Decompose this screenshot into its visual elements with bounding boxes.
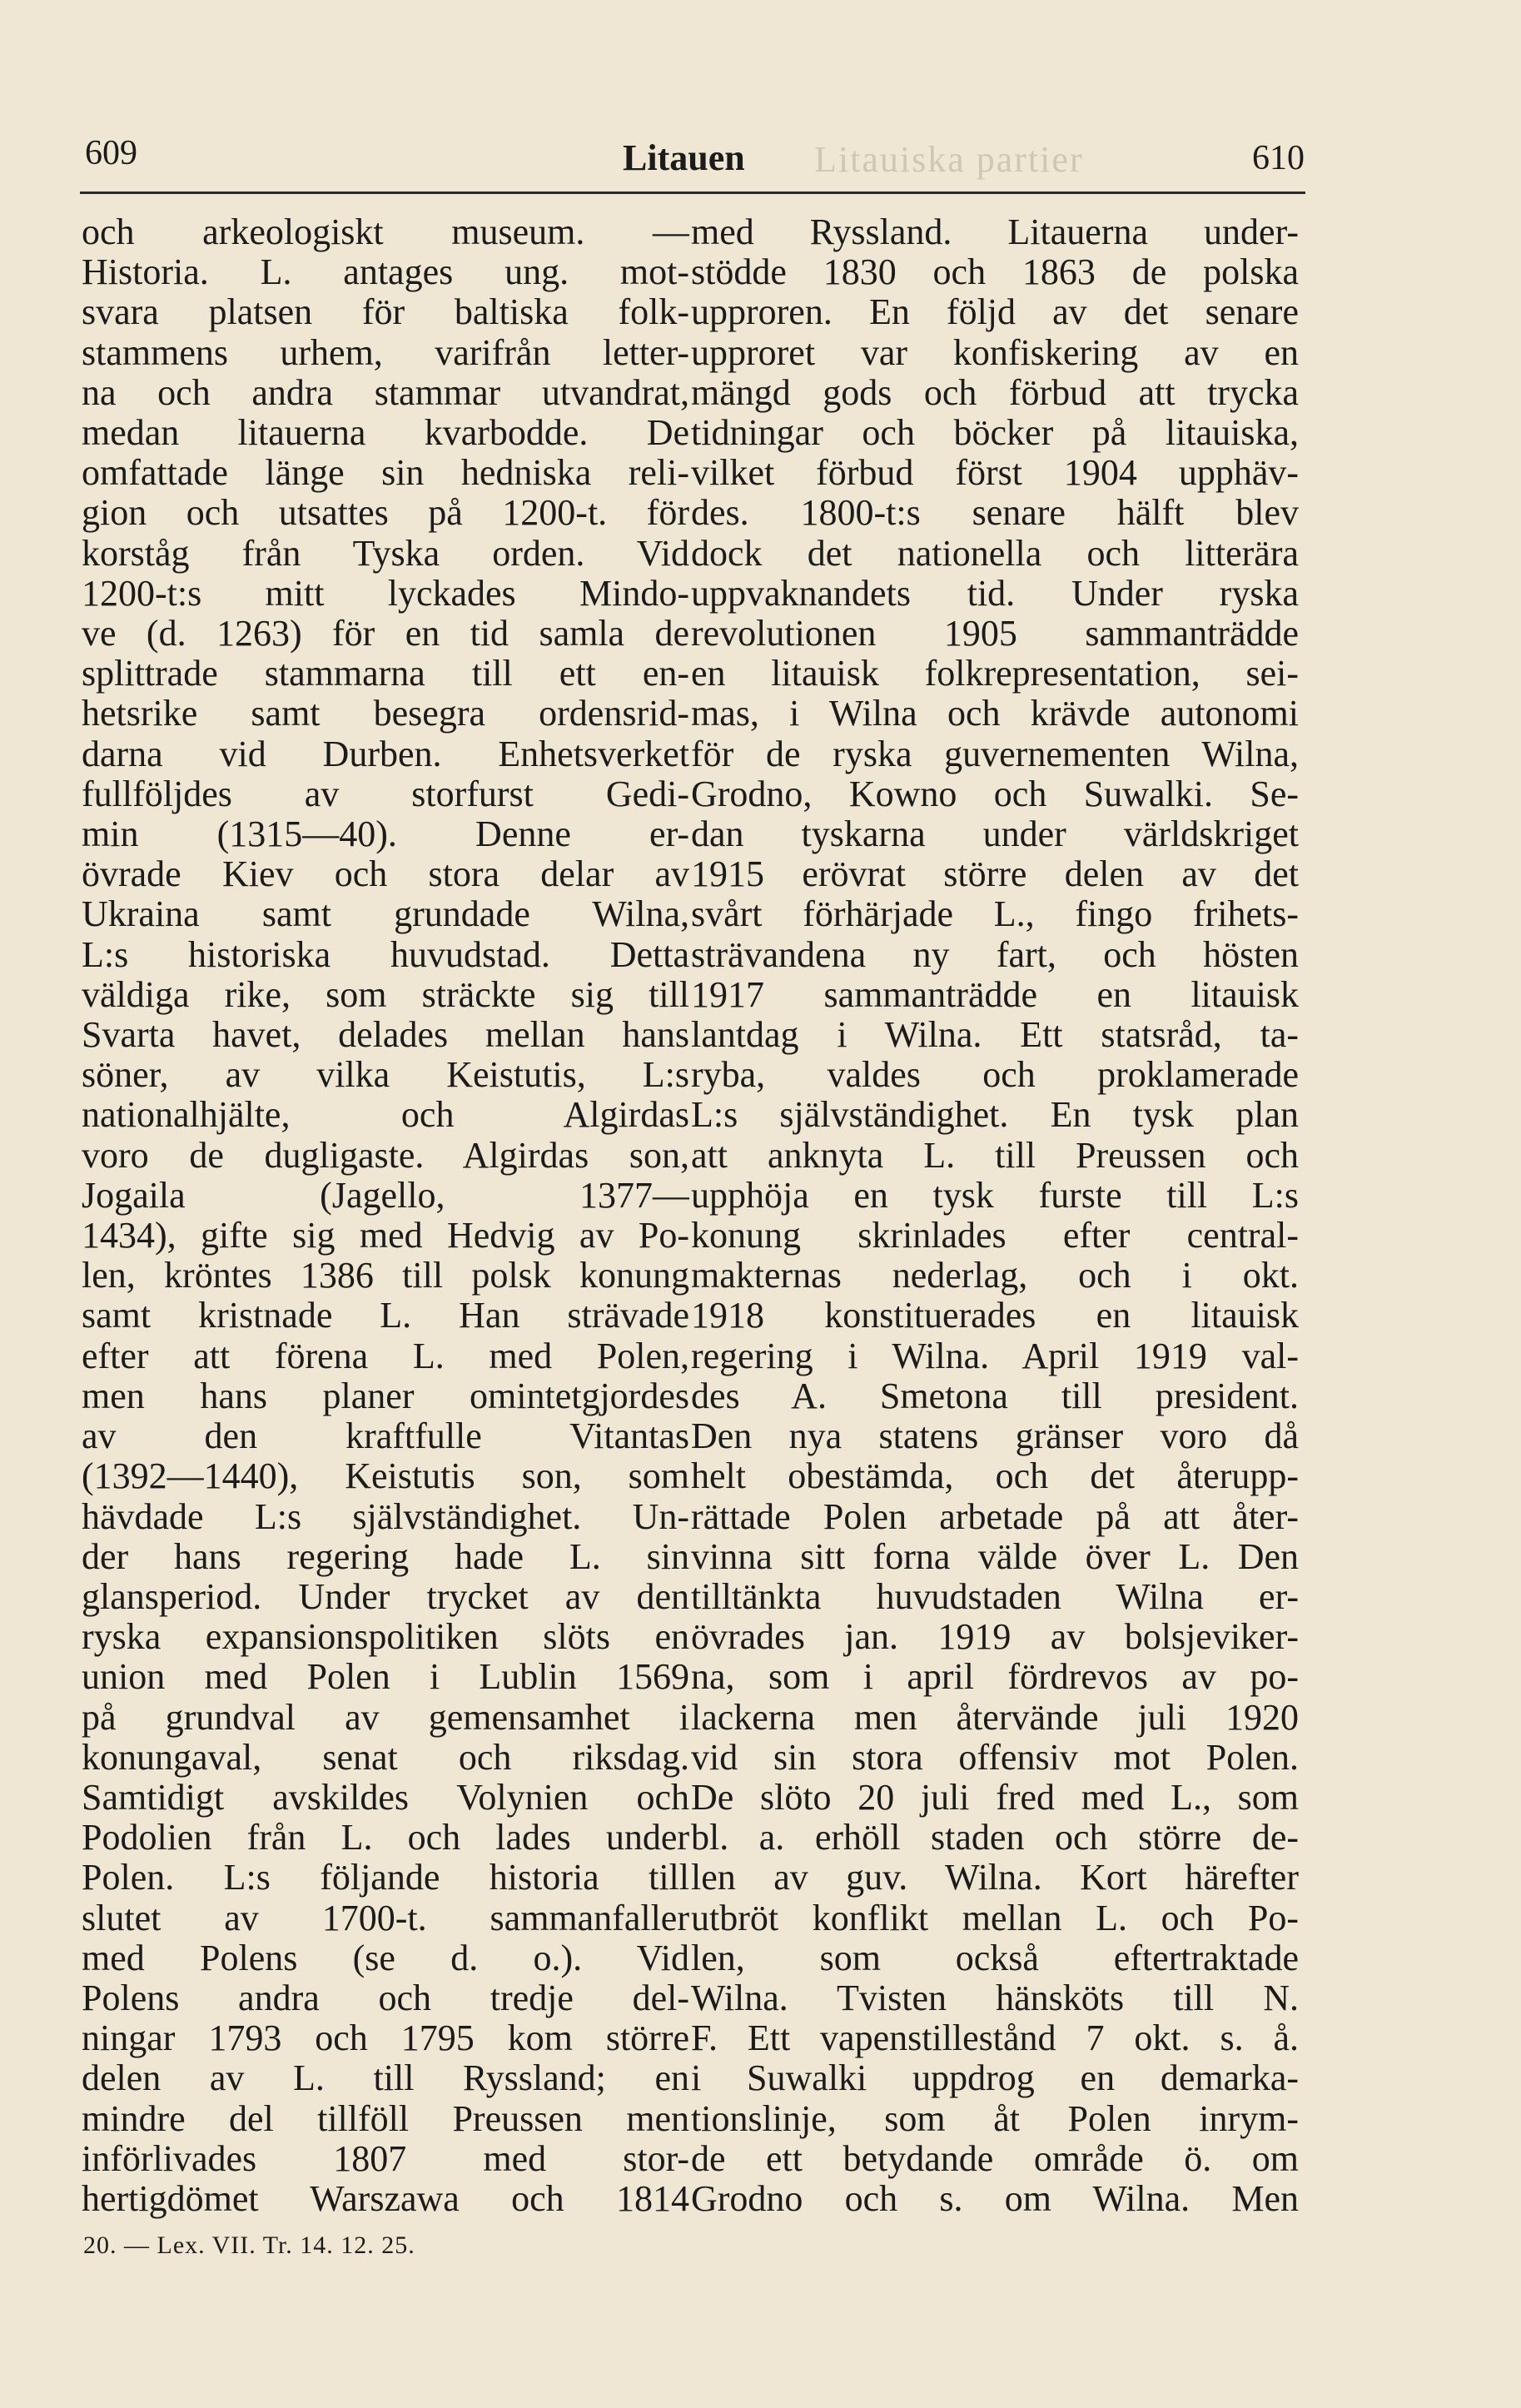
text-line: Grodno och s. om Wilna. Men (691, 2178, 1299, 2219)
text-line: lackerna men återvände juli 1920 (691, 1697, 1299, 1738)
text-line: mindre del tillföll Preussen men (82, 2098, 689, 2139)
text-line: L:s självständighet. En tysk plan (691, 1095, 1299, 1136)
text-line: Jogaila (Jagello, 1377— (82, 1175, 689, 1216)
text-line: uppvaknandets tid. Under ryska (691, 573, 1299, 614)
text-line: vid sin stora offensiv mot Polen. (691, 1737, 1299, 1778)
right-text-column (691, 212, 1299, 2219)
text-line: nationalhjälte, och Algirdas (82, 1095, 689, 1136)
text-line: Den nya statens gränser voro då (691, 1416, 1299, 1457)
text-line: dan tyskarna under världskriget (691, 814, 1299, 855)
right-page-number: 610 (1252, 139, 1305, 177)
text-line: regering i Wilna. April 1919 val- (691, 1336, 1299, 1376)
text-line: efter att förena L. med Polen, (82, 1336, 689, 1376)
text-line: på grundval av gemensamhet i (82, 1697, 689, 1738)
text-line: ryska expansionspolitiken slöts en (82, 1617, 689, 1658)
text-line: F. Ett vapenstillestånd 7 okt. s. å. (691, 2018, 1299, 2059)
text-line: tilltänkta huvudstaden Wilna er- (691, 1576, 1299, 1617)
text-line: väldiga rike, som sträckte sig till (82, 974, 689, 1015)
text-line: att anknyta L. till Preussen och (691, 1135, 1299, 1176)
text-line: mas, i Wilna och krävde autonomi (691, 694, 1299, 734)
text-line: lantdag i Wilna. Ett statsråd, ta- (691, 1015, 1299, 1056)
text-line: (1392—1440), Keistutis son, som (82, 1456, 689, 1497)
text-line: utbröt konflikt mellan L. och Po- (691, 1898, 1299, 1938)
left-page-number: 609 (85, 134, 137, 172)
text-line: helt obestämda, och det återupp- (691, 1456, 1299, 1497)
text-line: hertigdömet Warszawa och 1814 (82, 2178, 689, 2219)
text-line: ryba, valdes och proklamerade (691, 1055, 1299, 1096)
text-line: splittrade stammarna till ett en- (82, 654, 689, 694)
text-line: dock det nationella och litterära (691, 533, 1299, 574)
text-line: upphöja en tysk furste till L:s (691, 1175, 1299, 1216)
text-line: vinna sitt forna välde över L. Den (691, 1536, 1299, 1577)
text-line: en litauisk folkrepresentation, sei- (691, 654, 1299, 694)
bleed-through-text: Litauiska partier (814, 139, 1084, 180)
text-line: hävdade L:s självständighet. Un- (82, 1496, 689, 1537)
text-line: ningar 1793 och 1795 kom större (82, 2018, 689, 2059)
text-line: Podolien från L. och lades under (82, 1818, 689, 1858)
text-line: stödde 1830 och 1863 de polska (691, 252, 1299, 293)
text-line: ve (d. 1263) för en tid samla de (82, 614, 689, 654)
text-line: union med Polen i Lublin 1569 (82, 1657, 689, 1698)
text-line: rättade Polen arbetade på att åter- (691, 1496, 1299, 1537)
text-line: 1917 sammanträdde en litauisk (691, 974, 1299, 1015)
text-line: samt kristnade L. Han strävade (82, 1296, 689, 1336)
text-line: och arkeologiskt museum. — (82, 212, 689, 252)
text-line: söner, av vilka Keistutis, L:s (82, 1055, 689, 1096)
text-line: len, som också eftertraktade (691, 1938, 1299, 1978)
text-line: hetsrike samt besegra ordensrid- (82, 694, 689, 734)
text-line: strävandena ny fart, och hösten (691, 934, 1299, 975)
text-line: tionslinje, som åt Polen inrym- (691, 2098, 1299, 2139)
text-line: fullföljdes av storfurst Gedi- (82, 774, 689, 814)
text-line: Polens andra och tredje del- (82, 1978, 689, 2018)
text-line: upproret var konfiskering av en (691, 332, 1299, 373)
text-line: 1918 konstituerades en litauisk (691, 1296, 1299, 1336)
text-line: L:s historiska huvudstad. Detta (82, 934, 689, 975)
text-line: vilket förbud först 1904 upphäv- (691, 453, 1299, 494)
text-line: tidningar och böcker på litauiska, (691, 413, 1299, 454)
text-line: övrade Kiev och stora delar av (82, 854, 689, 895)
running-title: Litauen (623, 137, 745, 178)
text-line: konungaval, senat och riksdag. (82, 1737, 689, 1778)
text-line: för de ryska guvernementen Wilna, (691, 734, 1299, 774)
text-line: na, som i april fördrevos av po- (691, 1657, 1299, 1698)
text-line: 1434), gifte sig med Hedvig av Po- (82, 1216, 689, 1256)
text-line: Historia. L. antages ung. mot- (82, 252, 689, 293)
text-line: stammens urhem, varifrån letter- (82, 332, 689, 373)
text-line: slutet av 1700-t. sammanfaller (82, 1898, 689, 1938)
text-line: i Suwalki uppdrog en demarka- (691, 2058, 1299, 2099)
text-line: len av guv. Wilna. Kort härefter (691, 1858, 1299, 1898)
text-line: Polen. L:s följande historia till (82, 1858, 689, 1898)
text-line: svårt förhärjade L., fingo frihets- (691, 894, 1299, 935)
text-line: 1915 erövrat större delen av det (691, 854, 1299, 895)
text-line: des. 1800-t:s senare hälft blev (691, 493, 1299, 534)
text-line: omfattade länge sin hedniska reli- (82, 453, 689, 494)
text-line: mängd gods och förbud att trycka (691, 372, 1299, 413)
text-line: len, kröntes 1386 till polsk konung (82, 1256, 689, 1296)
text-line: revolutionen 1905 sammanträdde (691, 614, 1299, 654)
text-line: de ett betydande område ö. om (691, 2138, 1299, 2179)
text-line: darna vid Durben. Enhetsverket (82, 734, 689, 774)
text-line: 1200-t:s mitt lyckades Mindo- (82, 573, 689, 614)
text-line: medan litauerna kvarbodde. De (82, 413, 689, 454)
text-line: der hans regering hade L. sin (82, 1536, 689, 1577)
text-line: upproren. En följd av det senare (691, 292, 1299, 333)
text-line: glansperiod. Under trycket av den (82, 1576, 689, 1617)
text-line: Svarta havet, delades mellan hans (82, 1015, 689, 1056)
text-line: min (1315—40). Denne er- (82, 814, 689, 855)
text-line: svara platsen för baltiska folk- (82, 292, 689, 333)
text-line: övrades jan. 1919 av bolsjeviker- (691, 1617, 1299, 1658)
text-line: Ukraina samt grundade Wilna, (82, 894, 689, 935)
text-line: makternas nederlag, och i okt. (691, 1256, 1299, 1296)
text-line: införlivades 1807 med stor- (82, 2138, 689, 2179)
text-line: gion och utsattes på 1200-t. för (82, 493, 689, 534)
text-line: voro de dugligaste. Algirdas son, (82, 1135, 689, 1176)
text-line: konung skrinlades efter central- (691, 1216, 1299, 1256)
text-line: delen av L. till Ryssland; en (82, 2058, 689, 2099)
text-line: med Polens (se d. o.). Vid (82, 1938, 689, 1978)
text-line: Samtidigt avskildes Volynien och (82, 1777, 689, 1818)
text-line: bl. a. erhöll staden och större de- (691, 1818, 1299, 1858)
text-line: des A. Smetona till president. (691, 1376, 1299, 1416)
text-line: Wilna. Tvisten hänsköts till N. (691, 1978, 1299, 2018)
page-header (82, 133, 1305, 192)
printer-signature: 20. — Lex. VII. Tr. 14. 12. 25. (83, 2231, 415, 2259)
header-rule (80, 192, 1305, 194)
text-line: men hans planer omintetgjordes (82, 1376, 689, 1416)
text-line: Grodno, Kowno och Suwalki. Se- (691, 774, 1299, 814)
text-line: av den kraftfulle Vitantas (82, 1416, 689, 1457)
text-line: med Ryssland. Litauerna under- (691, 212, 1299, 252)
text-line: De slöto 20 juli fred med L., som (691, 1777, 1299, 1818)
text-line: na och andra stammar utvandrat, (82, 372, 689, 413)
left-text-column (82, 212, 689, 2219)
text-line: korståg från Tyska orden. Vid (82, 533, 689, 574)
